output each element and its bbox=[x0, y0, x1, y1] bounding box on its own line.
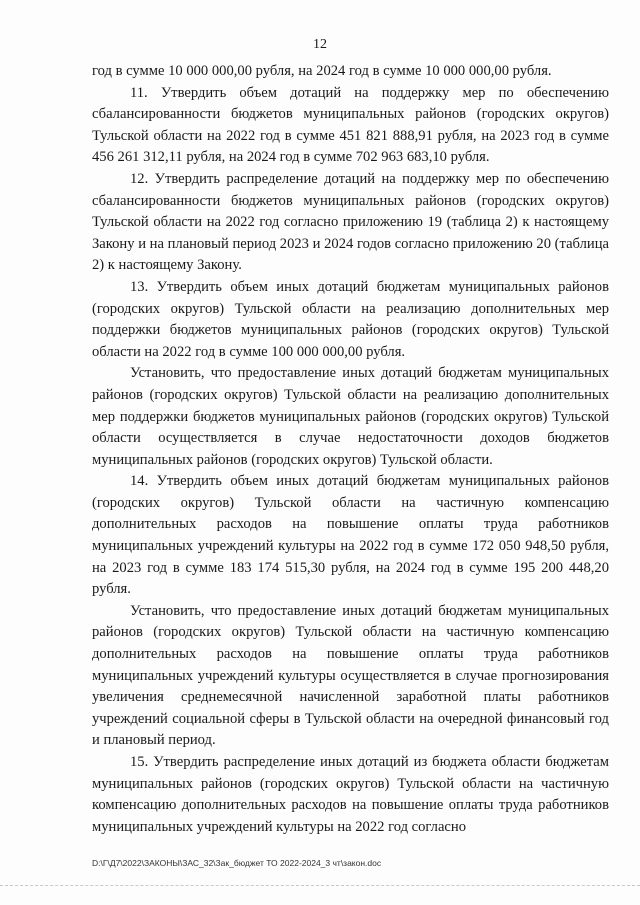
paragraph-12: 12. Утвердить распределение дотаций на поддержку мер по обеспечению сбалансированности бюджетов муниципальных районов (городских округов) Тульской области на 2022 год согласно приложению 19 (таблица 2) к настоящему Закону и на плановый период 2023 и 2024 годов согласно приложению 20 (таблица 2) к настоящему Закону. bbox=[92, 170, 609, 274]
paragraph-14-establish: Установить, что предоставление иных дотаций бюджетам муниципальных районов (городских округов) Тульской области на частичную компенсацию дополнительных расходов на повышение оплаты труда работников муниципальных учреждений культуры осуществляется в случае прогнозирования увеличения среднемесячной начисленной заработной платы работников учреждений социальной сферы в Тульской области на очередной финансовый год и плановый период. bbox=[92, 602, 609, 749]
paragraph-13-establish: Установить, что предоставление иных дотаций бюджетам муниципальных районов (городских округов) Тульской области на реализацию дополнительных мер поддержки бюджетов муниципальных районов (городских округов) Тульской области осуществляется в случае недостаточности доходов бюджетов муниципальных районов (городских округов) Тульской области. bbox=[92, 365, 609, 468]
footer-file-path: D:\Г\Д7\2022\ЗАКОНЫ\ЗАС_32\Зак_бюджет ТО 2022-2024_3 чт\закон.doc bbox=[92, 858, 382, 868]
paragraph-13: 13. Утвердить объем иных дотаций бюджетам муниципальных районов (городских округов) Тульской области на реализацию дополнительных мер поддержки бюджетов муниципальных районов (городских округов) Тульской области на 2022 год в сумме 100 000 000,00 рубля. bbox=[92, 278, 609, 360]
scan-artifact-line bbox=[0, 885, 640, 887]
page-number: 12 bbox=[313, 37, 327, 52]
document-body bbox=[92, 61, 609, 838]
paragraph-11: 11. Утвердить объем дотаций на поддержку мер по обеспечению сбалансированности бюджетов муниципальных районов (городских округов) Тульской области на 2022 год в сумме 451 821 888,91 рубля, на 2023 год в сумме 456 261 312,11 рубля, на 2024 год в сумме 702 963 683,10 рубля. bbox=[92, 84, 609, 166]
paragraph-14: 14. Утвердить объем иных дотаций бюджетам муниципальных районов (городских округов) Тульской области на частичную компенсацию дополнительных расходов на повышение оплаты труда работников муниципальных учреждений культуры на 2022 год в сумме 172 050 948,50 рубля, на 2023 год в сумме 183 174 515,30 рубля, на 2024 год в сумме 195 200 448,20 рубля. bbox=[92, 473, 609, 598]
paragraph-15: 15. Утвердить распределение иных дотаций из бюджета области бюджетам муниципальных районов (городских округов) Тульской области на частичную компенсацию дополнительных расходов на повышение оплаты труда работников муниципальных учреждений культуры на 2022 год согласно bbox=[92, 754, 609, 835]
paragraph-continuation: год в сумме 10 000 000,00 рубля, на 2024 год в сумме 10 000 000,00 рубля. bbox=[92, 63, 552, 79]
